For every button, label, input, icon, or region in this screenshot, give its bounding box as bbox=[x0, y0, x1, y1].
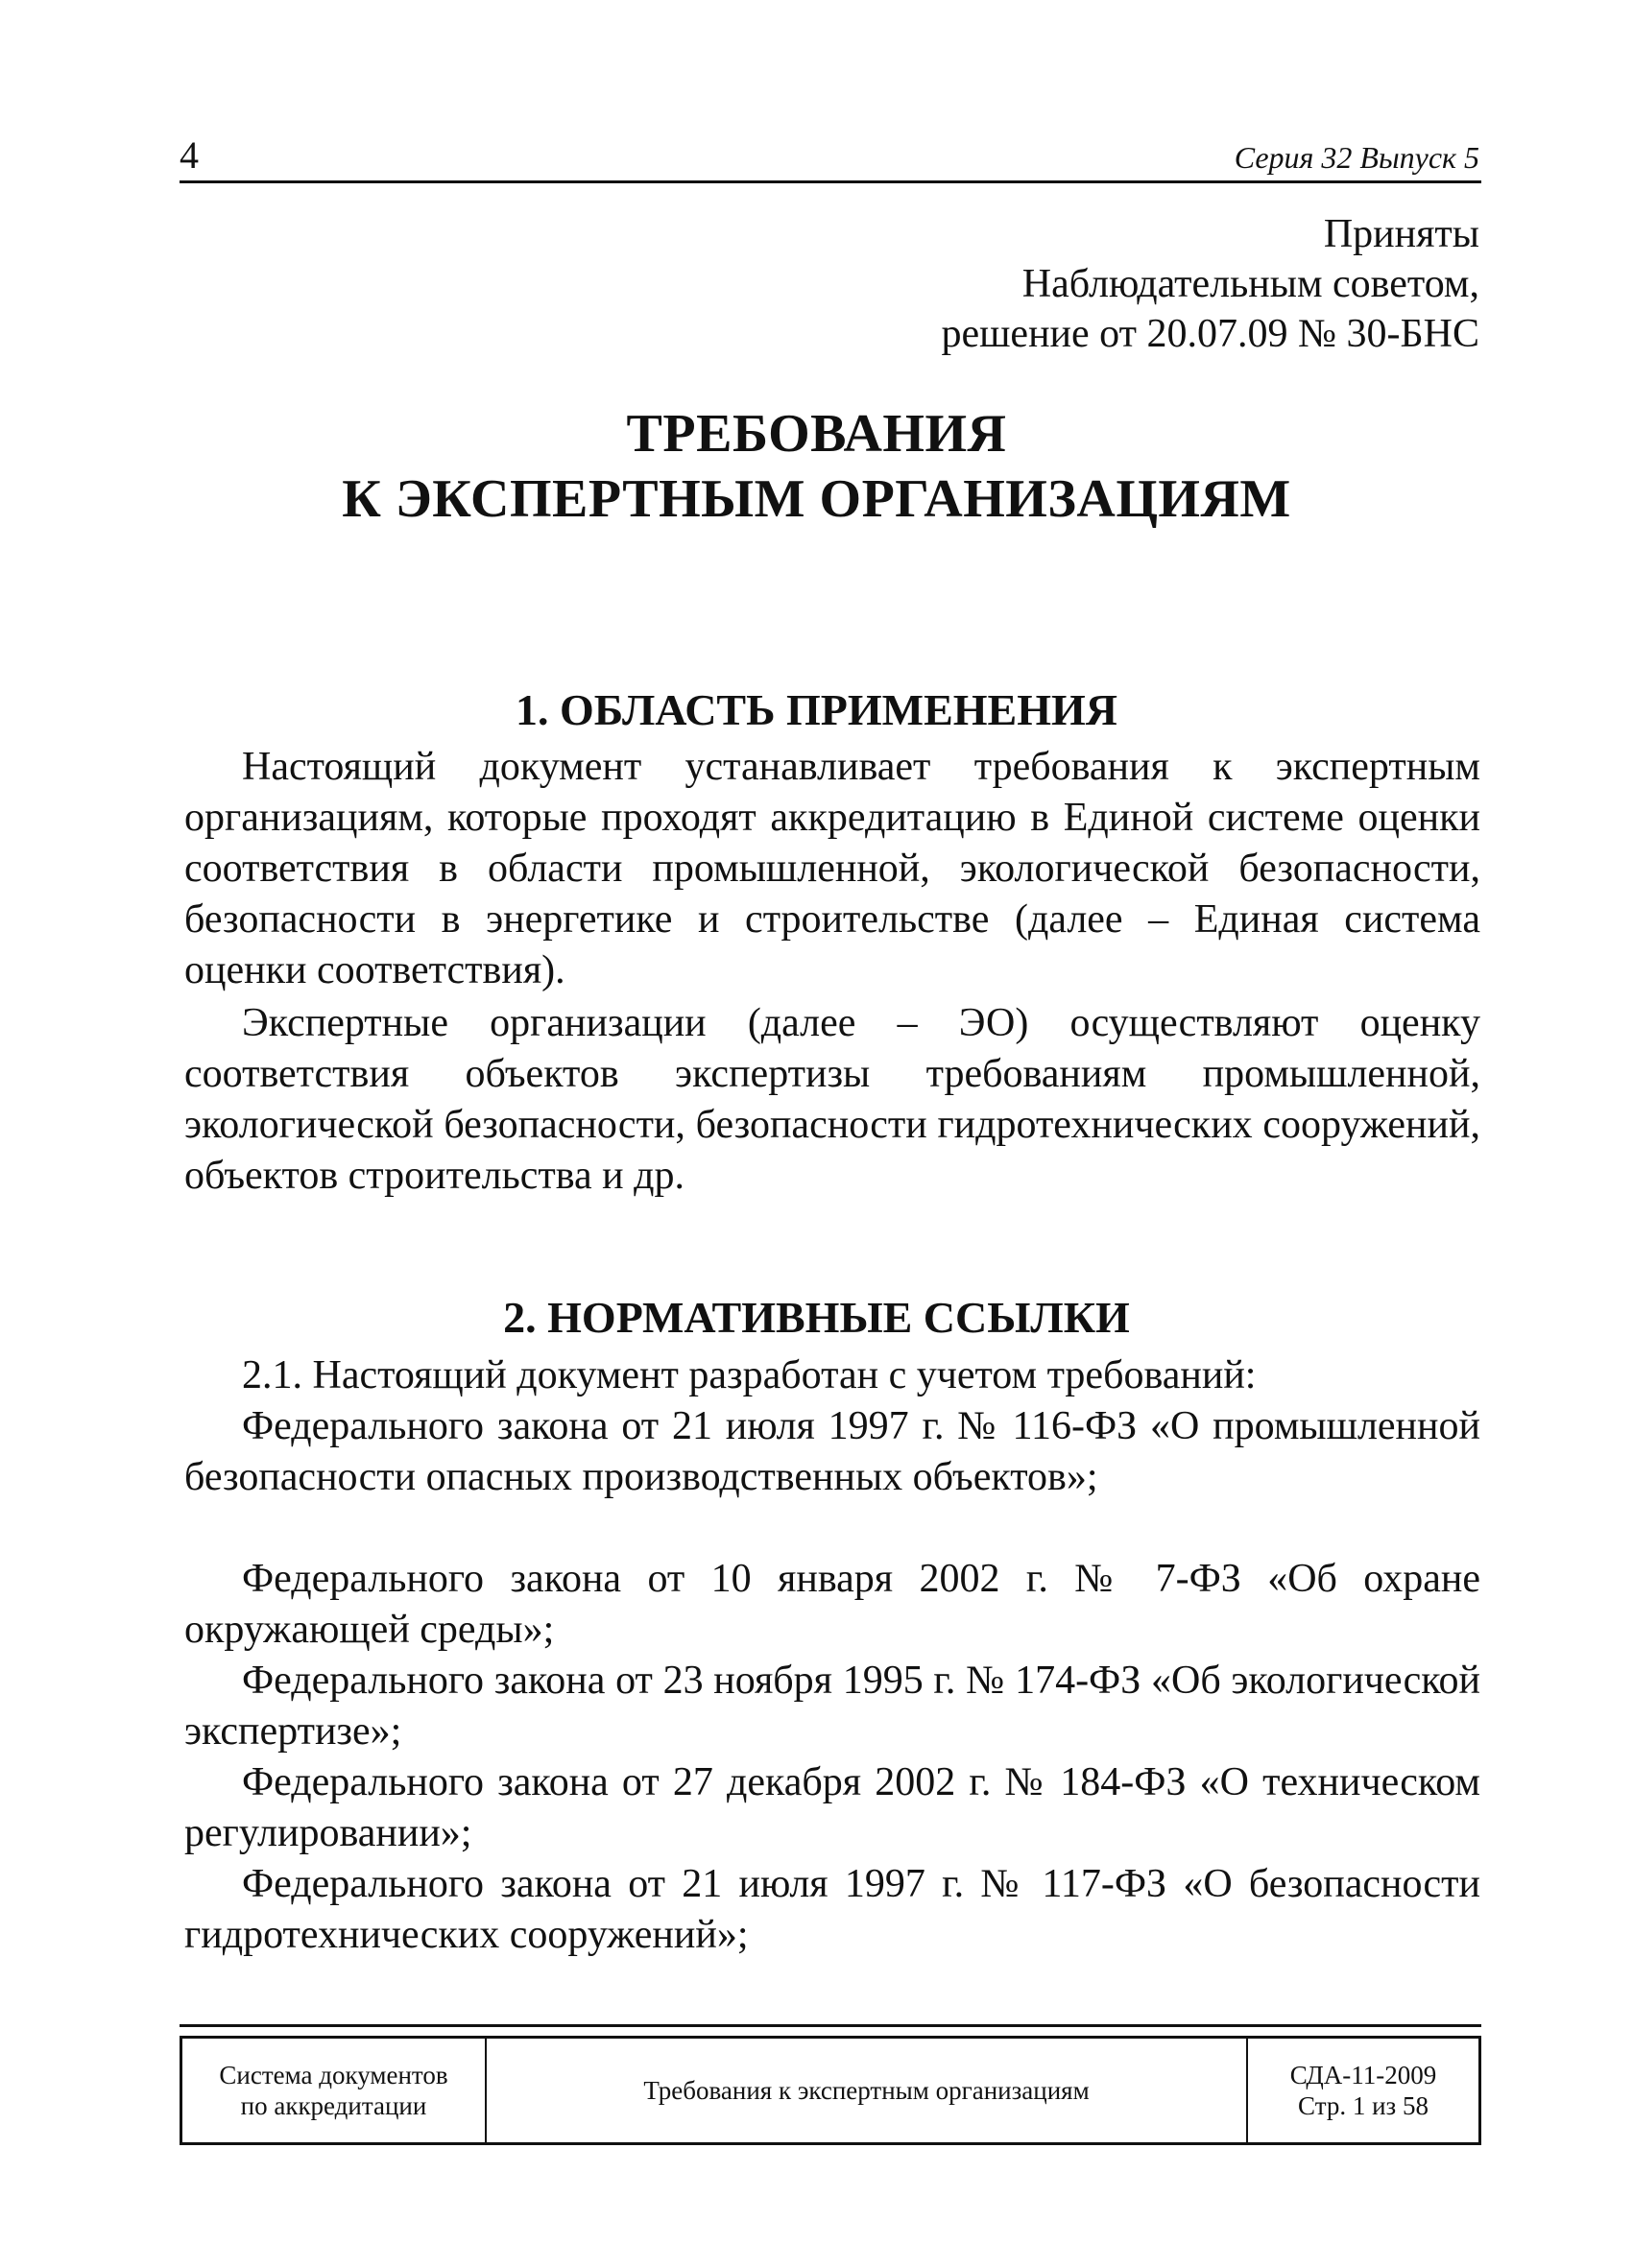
section-1-heading: 1. ОБЛАСТЬ ПРИМЕНЕНИЯ bbox=[515, 685, 1118, 734]
approval-line-1: Приняты bbox=[1323, 212, 1479, 256]
footer-system-line-2: по аккредитации bbox=[240, 2091, 427, 2120]
footer-table bbox=[180, 2036, 1481, 2145]
title-line-1: ТРЕБОВАНИЯ bbox=[626, 404, 1007, 464]
approval-block bbox=[941, 209, 1479, 359]
section-2-heading: 2. НОРМАТИВНЫЕ ССЫЛКИ bbox=[503, 1293, 1130, 1342]
document-title bbox=[0, 401, 1633, 532]
footer-page-count: Стр. 1 из 58 bbox=[1298, 2091, 1429, 2120]
footer-code-cell bbox=[1248, 2039, 1478, 2142]
section-1-paragraph-1: Настоящий документ устанавливает требования к экспертным организациям, которые проходят аккредитацию в Единой системе оценки соответствия в области промышленной, экологической безопасности, безопасности в энергетике и строительстве (далее – Единая система оценки соответствия). bbox=[184, 745, 1480, 992]
header-rule bbox=[180, 180, 1481, 183]
footer-document-title: Требования к экспертным организациям bbox=[643, 2076, 1090, 2105]
footer-system-line-1: Система документов bbox=[219, 2061, 448, 2089]
series-label: Серия 32 Выпуск 5 bbox=[1234, 140, 1479, 175]
section-2-paragraph-1: 2.1. Настоящий документ разработан с учетом требований: bbox=[242, 1353, 1257, 1397]
page-number: 4 bbox=[180, 133, 199, 177]
section-2-paragraph-2: Федерального закона от 21 июля 1997 г. № 116-ФЗ «О промышленной безопасности опасных производственных объектов»; bbox=[184, 1404, 1480, 1499]
approval-line-2: Наблюдательным советом, bbox=[1021, 262, 1479, 306]
footer-system-cell bbox=[182, 2039, 487, 2142]
section-2-paragraph-6: Федерального закона от 21 июля 1997 г. № 117-ФЗ «О безопасности гидротехнических сооружений»; bbox=[184, 1862, 1480, 1957]
footer-title-cell bbox=[487, 2039, 1248, 2142]
footer-document-code: СДА-11-2009 bbox=[1289, 2061, 1437, 2089]
section-2-paragraph-3: Федерального закона от 10 января 2002 г. № 7-ФЗ «Об охране окружающей среды»; bbox=[184, 1557, 1480, 1652]
section-2-paragraph-4: Федерального закона от 23 ноября 1995 г. № 174-ФЗ «Об экологической экспертизе»; bbox=[184, 1659, 1480, 1754]
approval-line-3: решение от 20.07.09 № 30-БНС bbox=[941, 312, 1479, 356]
title-line-2: К ЭКСПЕРТНЫМ ОРГАНИЗАЦИЯМ bbox=[342, 469, 1291, 529]
footer-rule bbox=[180, 2024, 1481, 2027]
section-1-paragraph-2: Экспертные организации (далее – ЭО) осуществляют оценку соответствия объектов экспертизы требованиям промышленной, экологической безопасности, безопасности гидротехнических сооружений, объектов строительства и др. bbox=[184, 1001, 1480, 1198]
section-2-paragraph-5: Федерального закона от 27 декабря 2002 г. № 184-ФЗ «О техническом регулировании»; bbox=[184, 1760, 1480, 1855]
